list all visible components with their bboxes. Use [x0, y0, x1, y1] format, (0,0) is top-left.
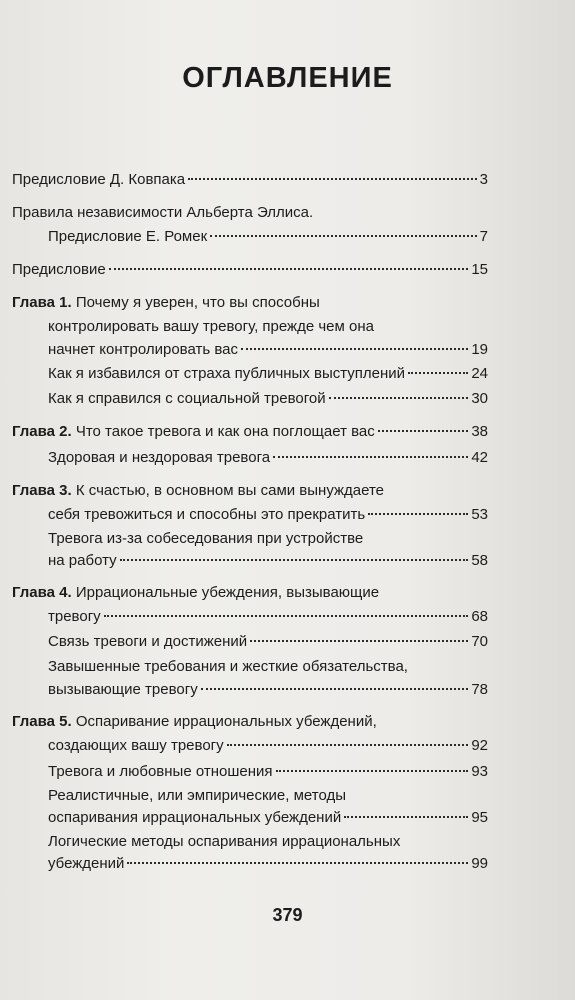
dot-leader: [329, 397, 469, 399]
chapter-title: Оспаривание иррациональных убеждений,: [75, 713, 377, 730]
toc-page-number: 95: [471, 809, 488, 826]
dot-leader: [408, 372, 468, 374]
toc-entry-title: тревогу: [48, 608, 101, 625]
chapter-title: К счастью, в основном вы сами вынуждаете: [75, 482, 385, 499]
toc-page-number: 99: [471, 855, 488, 872]
dot-leader: [104, 615, 469, 617]
dot-leader: [344, 816, 468, 818]
toc-chapter-3: [48, 503, 488, 527]
toc-entry-title: начнет контролировать вас: [48, 341, 238, 358]
toc-subentry-line1: Логические методы оспаривания иррациональных: [48, 833, 401, 850]
toc-entry-title: Как я избавился от страха публичных выступлений: [48, 365, 406, 382]
toc-subentry: [48, 549, 488, 573]
toc-chapter-1: [48, 338, 488, 362]
toc-page-number: 58: [471, 552, 488, 569]
chapter-label: Глава 3.: [12, 482, 72, 499]
dot-leader: [120, 559, 469, 561]
dot-leader: [210, 235, 477, 237]
toc-entry-title: Как я справился с социальной тревогой: [48, 390, 326, 407]
toc-subentry: [48, 806, 488, 830]
toc-page-number: 68: [471, 608, 488, 625]
toc-page-number: 7: [479, 228, 488, 245]
toc-entry-rules: [48, 225, 488, 249]
toc-subentry: [48, 446, 488, 470]
toc-page-number: 70: [471, 633, 488, 650]
toc-chapter-3-line1: [12, 479, 384, 503]
toc-chapter-1-line1: [12, 291, 320, 315]
toc-chapter-4: [48, 605, 488, 629]
chapter-label: Глава 4.: [12, 584, 72, 601]
toc-entry-rules-line1: Правила независимости Альберта Эллиса.: [12, 204, 314, 221]
toc-chapter-5-line1: [12, 710, 377, 734]
toc-entry-title: [12, 420, 375, 444]
toc-entry-title: вызывающие тревогу: [48, 681, 198, 698]
toc-page-number: 24: [471, 365, 488, 382]
dot-leader: [241, 348, 468, 350]
toc-page-number: 53: [471, 506, 488, 523]
toc-entry-title: создающих вашу тревогу: [48, 737, 224, 754]
toc-page-number: 15: [471, 261, 488, 278]
toc-page-number: 42: [471, 449, 488, 466]
toc-entry-preface: [12, 258, 488, 282]
toc-subentry-line1: Завышенные требования и жесткие обязательства,: [48, 658, 408, 675]
toc-page-number: 38: [471, 423, 488, 440]
dot-leader: [273, 456, 468, 458]
dot-leader: [378, 430, 469, 432]
dot-leader: [109, 268, 469, 270]
dot-leader: [127, 862, 468, 864]
dot-leader: [201, 688, 469, 690]
toc-entry-preface-kovpak: [12, 168, 488, 192]
page-title: ОГЛАВЛЕНИЕ: [182, 62, 393, 94]
toc-chapter-4-line1: [12, 581, 379, 605]
toc-page-number: 93: [471, 763, 488, 780]
toc-subentry: [48, 362, 488, 386]
toc-entry-title: Здоровая и нездоровая тревога: [48, 449, 271, 466]
toc-page-number: 30: [471, 390, 488, 407]
toc-entry-title: себя тревожиться и способны это прекратить: [48, 506, 366, 523]
toc-chapter-5: [48, 734, 488, 758]
toc-page-number: 78: [471, 681, 488, 698]
chapter-label: Глава 1.: [12, 294, 72, 311]
chapter-title: Что такое тревога и как она поглощает вас: [75, 423, 375, 440]
toc-subentry: [48, 630, 488, 654]
toc-page-number: 19: [471, 341, 488, 358]
dot-leader: [188, 178, 477, 180]
chapter-label: Глава 5.: [12, 713, 72, 730]
chapter-label: Глава 2.: [12, 423, 72, 440]
dot-leader: [227, 744, 469, 746]
toc-page-number: 92: [471, 737, 488, 754]
dot-leader: [368, 513, 468, 515]
toc-entry-title: Предисловие Е. Ромек: [48, 228, 208, 245]
chapter-title: Иррациональные убеждения, вызывающие: [75, 584, 380, 601]
toc-entry-title: Связь тревоги и достижений: [48, 633, 248, 650]
dot-leader: [276, 770, 469, 772]
chapter-title: Почему я уверен, что вы способны: [75, 294, 320, 311]
toc-subentry: [48, 678, 488, 702]
toc-chapter-1-line2: контролировать вашу тревогу, прежде чем она: [48, 318, 374, 335]
page-number: 379: [272, 905, 303, 925]
toc-subentry: [48, 852, 488, 876]
toc-chapter-2: [12, 420, 488, 444]
dot-leader: [250, 640, 468, 642]
toc-subentry: [48, 387, 488, 411]
toc-entry-title: Предисловие: [12, 261, 106, 278]
toc-entry-title: убеждений: [48, 855, 125, 872]
toc-entry-title: оспаривания иррациональных убеждений: [48, 809, 342, 826]
toc-entry-title: Тревога и любовные отношения: [48, 763, 273, 780]
toc-subentry: [48, 760, 488, 784]
toc-entry-title: на работу: [48, 552, 117, 569]
toc-subentry-line1: Тревога из-за собеседования при устройстве: [48, 530, 364, 547]
toc-entry-title: Предисловие Д. Ковпака: [12, 171, 186, 188]
toc-page-number: 3: [479, 171, 488, 188]
toc-subentry-line1: Реалистичные, или эмпирические, методы: [48, 787, 347, 804]
